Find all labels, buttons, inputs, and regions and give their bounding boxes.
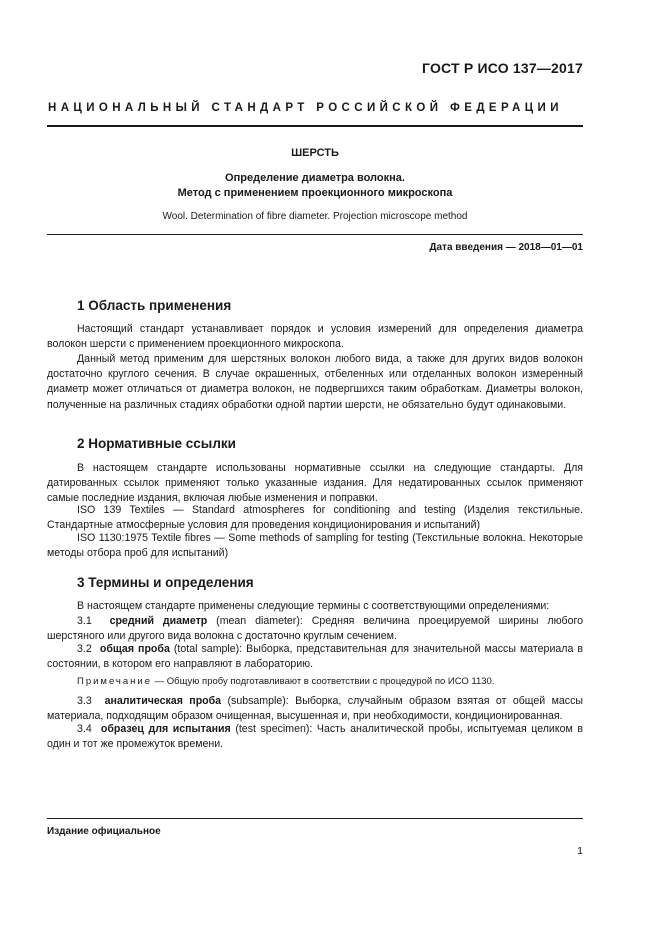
introduction-date: Дата введения — 2018—01—01 (429, 242, 583, 253)
term-name: образец для испытания (100, 723, 231, 735)
term-3-1: 3.1 средний диаметр (mean diameter): Средняя величина проецируемой ширины любого шерстяного или другого вида волокна с достаточно круглым сечением. (47, 615, 584, 643)
title-rule (47, 234, 583, 235)
section-1-heading: 1 Область применения (77, 298, 232, 313)
page-number: 1 (577, 845, 583, 857)
section-2-iso-1130: ISO 1130:1975 Textile fibres — Some methods of sampling for testing (Текстильные волокна. Некоторые методы отбора проб для испытаний) (47, 532, 583, 560)
document-number: ГОСТ Р ИСО 137—2017 (422, 60, 583, 76)
english-title: Wool. Determination of fibre diameter. Projection microscope method (162, 211, 468, 222)
term-3-2: 3.2 общая проба (total sample): Выборка, представительная для значительной массы материала в состоянии, в котором его направляют в лабораторию. (47, 643, 584, 671)
footer-rule (47, 818, 583, 819)
section-2-paragraph-1: В настоящем стандарте использованы нормативные ссылки на следующие стандарты. Для датированных ссылок применяют только указанные издания. Для недатированных ссылок применяют самые последние издания, включая любые изменения и поправки. (47, 462, 583, 505)
section-1-paragraph-2: Данный метод применим для шерстяных волокон любого вида, а также для других видов волокон достаточно круглого сечения. В случае окрашенных, отбеленных или отделанных волокон измеренный диаметр может отличаться от диаметра волокон, не подвергшихся таким обработкам. Диаметры волокон, полученные на различных стадиях обработки одной партии шерсти, не обязательно будут одинаковыми. (47, 353, 583, 411)
standard-title: ШЕРСТЬ (291, 147, 339, 159)
term-3-3: 3.3 аналитическая проба (subsample): Выборка, случайным образом взятая от общей массы материала, подходящим образом очищенная, высушенная и, при необходимости, кондиционированная. (47, 695, 584, 723)
subtitle-line-1: Определение диаметра волокна. (225, 172, 405, 184)
term-name: аналитическая проба (104, 695, 222, 707)
subtitle-line-2: Метод с применением проекционного микроскопа (177, 187, 453, 199)
official-edition-label: Издание официальное (47, 826, 161, 837)
national-standard-banner: НАЦИОНАЛЬНЫЙ СТАНДАРТ РОССИЙСКОЙ ФЕДЕРАЦИИ (48, 102, 563, 114)
section-3-heading: 3 Термины и определения (77, 575, 254, 590)
note-label: Примечание (77, 676, 152, 687)
section-2-iso-139: ISO 139 Textiles — Standard atmospheres for conditioning and testing (Изделия текстильные. Стандартные атмосферные условия для проведения кондиционирования и испытаний) (47, 504, 583, 532)
section-3-intro: В настоящем стандарте применены следующие термины с соответствующими определениями: (77, 600, 550, 612)
section-1-paragraph-1: Настоящий стандарт устанавливает порядок и условия измерений для определения диаметра волокон шерсти с применением проекционного микроскопа. (47, 323, 583, 351)
section-2-heading: 2 Нормативные ссылки (77, 436, 236, 451)
term-3-4: 3.4 образец для испытания (test specimen): Часть аналитической пробы, испытуемая целиком в один и тот же промежуток времени. (47, 723, 583, 751)
note-text: — Общую пробу подготавливают в соответствии с процедурой по ИСО 1130. (152, 676, 495, 687)
term-name: общая проба (99, 643, 170, 655)
header-rule (47, 125, 583, 127)
note (77, 675, 583, 689)
term-name: средний диаметр (109, 615, 208, 627)
